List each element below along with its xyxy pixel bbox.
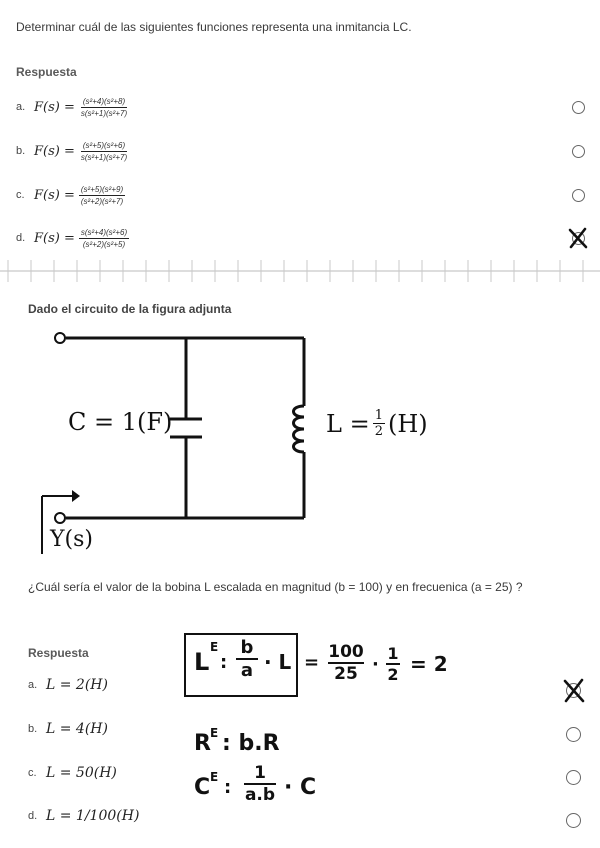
question-1-text: Determinar cuál de las siguientes funciones representa una inmitancia LC.	[16, 20, 412, 34]
hw-fraction-1-over-2	[386, 645, 400, 685]
hw-colon-2: :	[224, 777, 232, 798]
hw-E-superscript: E	[210, 640, 219, 654]
hw-b-dot-R: : b.R	[222, 731, 280, 756]
hw-ab: a.b	[244, 785, 276, 805]
option-letter: c.	[16, 189, 25, 201]
numerator: (s²+5)(s²+9)	[80, 184, 124, 194]
function-lhs: F(s) =	[34, 99, 75, 115]
hw-equals-2: = 2	[410, 652, 448, 676]
admittance-label: Y(s)	[50, 527, 93, 552]
option-text: L = 4(H)	[46, 721, 108, 737]
hw-E-superscript-3: E	[210, 770, 219, 784]
response-label-2: Respuesta	[28, 646, 89, 660]
radio-q2-d[interactable]	[566, 813, 581, 828]
option-letter: d.	[16, 232, 26, 244]
option-letter: a.	[28, 679, 38, 691]
hw-1b: 1	[254, 763, 266, 783]
hw-1: 1	[387, 644, 399, 663]
q1-option-b[interactable]	[16, 137, 129, 165]
hw-2: 2	[387, 665, 399, 684]
hw-C: C	[194, 775, 211, 800]
ruler-separator	[0, 258, 600, 284]
function-fraction	[79, 141, 129, 162]
handwritten-x-mark-icon	[560, 677, 588, 705]
response-label-1: Respuesta	[16, 65, 77, 79]
inductor-coil	[294, 406, 305, 452]
option-letter: a.	[16, 101, 26, 113]
capacitor-label: C = 1(F)	[68, 408, 173, 436]
q2-option-d[interactable]	[28, 808, 139, 824]
question-2-text: ¿Cuál sería el valor de la bobina L escalada en magnitud (b = 100) y en frecuenica (a = 25) ?	[28, 580, 523, 594]
q1-option-a[interactable]	[16, 93, 129, 121]
function-lhs: F(s) =	[34, 143, 75, 159]
hw-b: b	[240, 637, 254, 658]
inductor-frac-num: 1	[374, 408, 383, 423]
inductor-label	[326, 408, 428, 439]
terminal-top	[55, 333, 65, 343]
q2-option-a[interactable]	[28, 677, 108, 693]
radio-q1-a[interactable]	[572, 101, 585, 114]
terminal-bottom	[55, 513, 65, 523]
handwritten-x-mark-icon	[566, 226, 590, 250]
admittance-arrow-head	[72, 490, 80, 502]
option-letter: d.	[28, 810, 38, 822]
hw-R: R	[194, 731, 211, 756]
hw-25: 25	[334, 664, 358, 684]
hw-fraction-b-over-a	[236, 638, 258, 682]
denominator: (s²+2)(s²+5)	[82, 239, 126, 249]
hw-L: L	[194, 648, 210, 676]
option-text: L = 2(H)	[46, 677, 108, 693]
denominator: s(s²+1)(s²+7)	[80, 108, 128, 118]
denominator: s(s²+1)(s²+7)	[80, 152, 128, 162]
numerator: s(s²+4)(s²+6)	[80, 227, 128, 237]
radio-q2-c[interactable]	[566, 770, 581, 785]
inductor-label-prefix: L =	[326, 409, 370, 438]
numerator: (s²+4)(s²+8)	[82, 96, 126, 106]
inductor-value-fraction	[373, 408, 385, 439]
q2-option-b[interactable]	[28, 721, 108, 737]
function-lhs: F(s) =	[34, 187, 75, 203]
inductor-frac-den: 2	[374, 424, 383, 439]
q1-option-c[interactable]	[16, 181, 125, 209]
hw-E-superscript-2: E	[210, 726, 219, 740]
q1-option-d[interactable]	[16, 224, 129, 252]
function-fraction	[79, 97, 129, 118]
option-letter: c.	[28, 767, 37, 779]
option-text: L = 1/100(H)	[46, 808, 140, 824]
option-text: L = 50(H)	[46, 765, 117, 781]
inductor-unit: (H)	[387, 409, 428, 438]
function-fraction	[79, 228, 129, 249]
option-letter: b.	[16, 145, 26, 157]
denominator: (s²+2)(s²+7)	[80, 196, 124, 206]
hw-dot-C: · C	[284, 775, 317, 800]
hw-a: a	[240, 660, 254, 681]
option-letter: b.	[28, 723, 38, 735]
hw-colon: :	[220, 652, 228, 673]
radio-q1-c[interactable]	[572, 189, 585, 202]
hw-dot: ·	[372, 654, 379, 675]
radio-q2-b[interactable]	[566, 727, 581, 742]
hw-dot-L: · L	[264, 650, 292, 674]
hw-equals: =	[304, 652, 320, 673]
radio-q1-b[interactable]	[572, 145, 585, 158]
question-2-title: Dado el circuito de la figura adjunta	[28, 302, 232, 316]
q2-option-c[interactable]	[28, 765, 117, 781]
hw-fraction-100-over-25	[328, 643, 364, 685]
function-lhs: F(s) =	[34, 230, 75, 246]
function-fraction	[79, 185, 125, 206]
numerator: (s²+5)(s²+6)	[82, 140, 126, 150]
hw-100: 100	[328, 642, 364, 662]
hw-fraction-1-over-ab	[244, 764, 276, 806]
